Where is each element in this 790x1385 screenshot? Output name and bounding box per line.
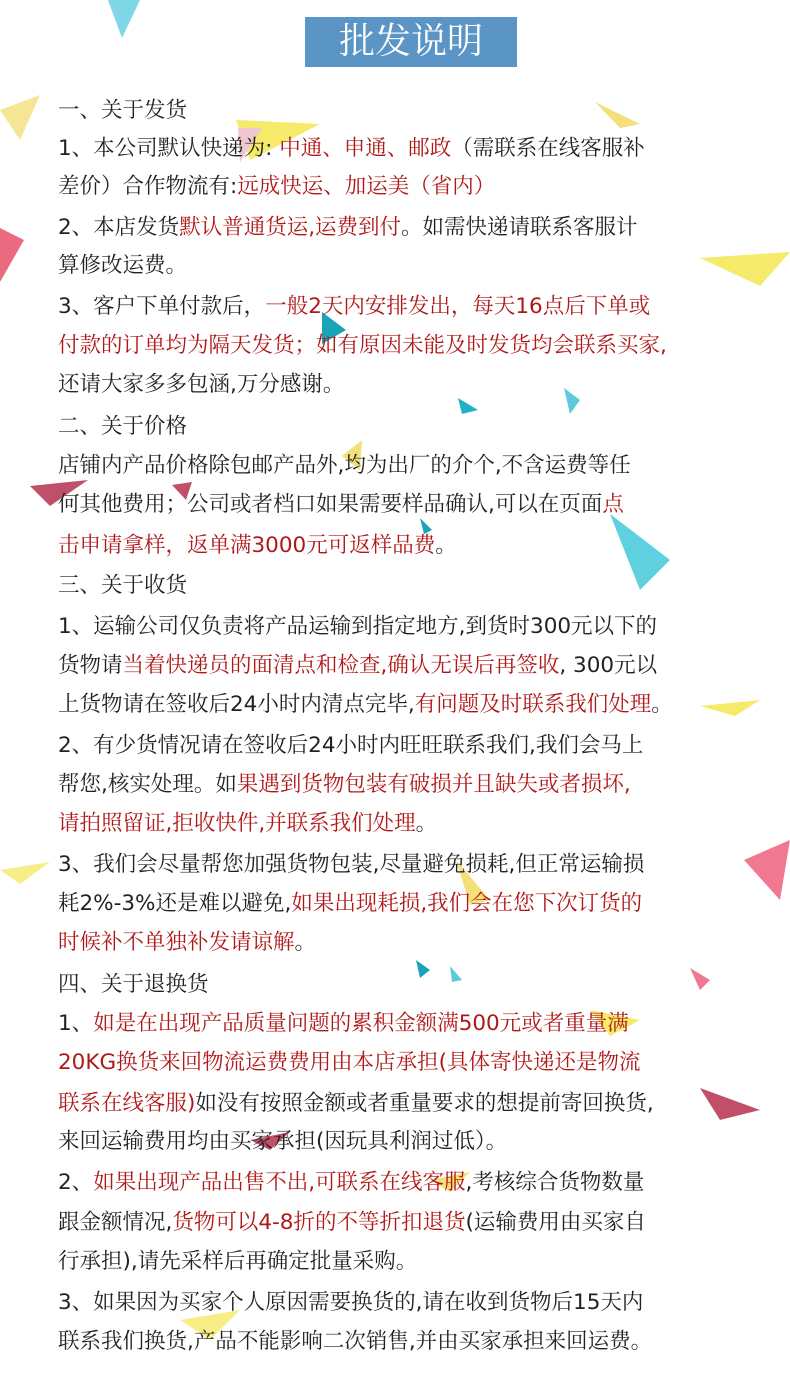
body-text: 四、关于退换货: [58, 972, 209, 997]
text-line: [58, 651, 657, 681]
highlighted-text: 当着快递员的面清点和检查,确认无误后再签收: [122, 653, 560, 678]
body-text: 跟金额情况,: [58, 1210, 173, 1235]
text-line: [58, 1288, 643, 1318]
body-text: (运输费用由买家自: [465, 1210, 646, 1235]
text-line: [58, 451, 631, 481]
text-line: [58, 412, 187, 442]
text-line: [58, 850, 644, 880]
text-line: [58, 134, 645, 164]
highlighted-text: 如是在出现产品质量问题的累积金额满500元或者重量满: [93, 1011, 629, 1036]
highlighted-text: 默认普通货运,运费到付: [179, 215, 402, 240]
text-line: [58, 889, 642, 919]
highlighted-text: 请拍照留证,拒收快件,并联系我们处理: [58, 811, 416, 836]
body-text: 3、我们会尽量帮您加强货物包装,尽量避免损耗,但正常运输损: [58, 852, 645, 877]
text-line: [58, 731, 643, 761]
body-text: （需联系在线客服补: [451, 136, 645, 161]
highlighted-text: 联系在线客服): [58, 1091, 196, 1116]
body-text: 上货物请在签收后24小时内清点完毕,: [58, 692, 415, 717]
text-line: [58, 292, 650, 322]
body-text: 何其他费用；公司或者档口如果需要样品确认,可以在页面: [58, 492, 603, 517]
text-line: [58, 1327, 652, 1357]
body-text: 二、关于价格: [58, 414, 188, 439]
body-text: 行承担),请先采样后再确定批量采购。: [58, 1249, 418, 1274]
body-text: 2、有少货情况请在签收后24小时内旺旺联系我们,我们会马上: [58, 733, 644, 758]
text-line: [58, 213, 638, 243]
highlighted-text: 付款的订单均为隔天发货；如有原因未能及时发货均会联系买家,: [58, 333, 667, 358]
body-text: 三、关于收货: [58, 573, 188, 598]
text-line: [58, 770, 631, 800]
text-line: [58, 571, 187, 601]
body-text: 3、如果因为买家个人原因需要换货的,请在收到货物后15天内: [58, 1290, 644, 1315]
highlighted-text: 有问题及时联系我们处理: [414, 692, 652, 717]
highlighted-text: 时候补不单独补发请谅解: [58, 930, 295, 955]
text-line: [58, 1048, 641, 1078]
body-text: 店铺内产品价格除包邮产品外,均为出厂的介个,不含运费等任: [58, 453, 631, 478]
body-text: ,考核综合货物数量: [465, 1170, 645, 1195]
highlighted-text: 远成快运、加运美（省内）: [237, 174, 496, 199]
highlighted-text: 点: [602, 492, 624, 517]
body-text: 还请大家多多包涵,万分感谢。: [58, 372, 345, 397]
text-line: [58, 172, 495, 202]
body-text: 1、: [58, 1011, 94, 1036]
page-title: 批发说明: [305, 17, 517, 67]
text-line: [58, 970, 209, 1000]
highlighted-text: 中通、申通、邮政: [279, 136, 452, 161]
body-text: 1、运输公司仅负责将产品运输到指定地方,到货时300元以下的: [58, 614, 658, 639]
body-text: 来回运输费用均由买家承担(因玩具利润过低）。: [58, 1129, 508, 1154]
body-text: 一、关于发货: [58, 98, 188, 123]
body-text: 联系我们换货,产品不能影响二次销售,并由买家承担来回运费。: [58, 1329, 653, 1354]
body-text: 差价）合作物流有:: [58, 174, 238, 199]
body-text: 帮您,核实处理。如: [58, 772, 237, 797]
body-text: 算修改运费。: [58, 253, 188, 278]
highlighted-text: 果遇到货物包装有破损并且缺失或者损坏,: [236, 772, 631, 797]
highlighted-text: 如果出现产品出售不出,可联系在线客服: [93, 1170, 466, 1195]
text-line: [58, 1247, 417, 1277]
body-text: 。: [651, 692, 673, 717]
body-text: 2、: [58, 1170, 94, 1195]
body-text: 2、本店发货: [58, 215, 180, 240]
text-line: [58, 1127, 507, 1157]
body-text: 货物请: [58, 653, 123, 678]
text-line: [58, 331, 667, 361]
text-line: [58, 531, 457, 561]
text-line: [58, 612, 657, 642]
body-text: 。: [415, 811, 438, 836]
text-line: [58, 370, 344, 400]
text-line: [58, 1208, 646, 1238]
body-text: 。: [435, 533, 457, 558]
highlighted-text: 击申请拿样，返单满3000元可返样品费: [58, 533, 436, 558]
text-line: [58, 1009, 629, 1039]
highlighted-text: 20KG换货来回物流运费费用由本店承担(具体寄快递还是物流: [58, 1050, 641, 1075]
text-line: [58, 1168, 644, 1198]
highlighted-text: 一般2天内安排发出，每天16点后下单或: [265, 294, 651, 319]
body-text: 耗2%-3%还是难以避免,: [58, 891, 292, 916]
text-line: [58, 928, 316, 958]
text-line: [58, 490, 624, 520]
body-text: 如没有按照金额或者重量要求的想提前寄回换货,: [195, 1091, 654, 1116]
body-text: 3、客户下单付款后，: [58, 294, 266, 319]
body-text: 。: [294, 930, 317, 955]
text-line: [58, 1089, 654, 1119]
body-text: 。如需快递请联系客服计: [401, 215, 638, 240]
highlighted-text: 货物可以4-8折的不等折扣退货: [172, 1210, 466, 1235]
body-text: 1、本公司默认快递为:: [58, 136, 280, 161]
text-line: [58, 809, 437, 839]
text-line: [58, 251, 187, 281]
highlighted-text: 如果出现耗损,我们会在您下次订货的: [291, 891, 643, 916]
text-line: [58, 96, 187, 126]
text-line: [58, 690, 673, 720]
body-text: , 300元以: [559, 653, 658, 678]
